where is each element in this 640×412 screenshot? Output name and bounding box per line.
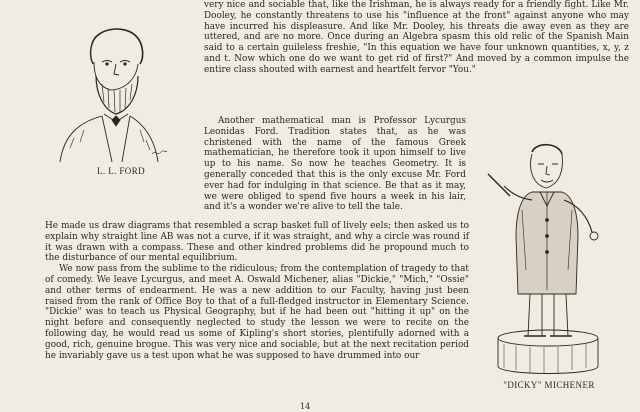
paragraph-sublime: We now pass from the sublime to the ridiculous; from the contemplation of tragedy to that of comedy. We leave Lycurgus, and meet A. Oswald Michener, alias "Dickie," "Mich," "Ossie" and other terms of endearment. He was a new addition to our Faculty, having just been raised from the rank of Office Boy to that of a full-fledged instructor in Elementary Science. "Dickie" was to teach us Physical Geography, but if he had been out "hitting it up" on the night before and consequently neglected to study the lesson we were to recite on the following day, he would read us some of Kipling's short stories, plentifully adorned with a good, rich, genuine brogue. This was very nice and sociable, but at the next recitation period he invariably gave us a test upon what he was supposed to have drummed into our [45, 264, 469, 361]
text-block-ford [204, 116, 466, 213]
ford-caption: L. L. FORD [97, 166, 146, 176]
dicky-michener-illustration [470, 140, 630, 378]
text-block-top [204, 0, 629, 76]
paragraph-top: very nice and sociable that, like the Irishman, he is always ready for a friendly fight. Like Mr. Dooley, he constantly threatens to use his "influence at the front" against anyone who may have incurred his displeasure. And like Mr. Dooley, his threats die away even as they are uttered, and are no more. Once during an Algebra spasm this old relic of the Spanish Main said to a certain guileless freshie, "In this equation we have four unknown quantities, x, y, z and t. Now which one do we want to get rid of first?" And moved by a common impulse the entire class shouted with earnest and heartfelt fervor "You." [204, 0, 629, 75]
paragraph-ford: Another mathematical man is Professor Lycurgus Leonidas Ford. Tradition states that, as he was christened with the name of the famous Greek mathematician, he therefore took it upon himself to live up to his name. So now he teaches Geometry. It is generally conceded that this is the only excuse Mr. Ford ever had for indulging in that science. Be that as it may, we were obliged to spend five hours a week in his lair, and it's a wonder we're alive to tell the tale. [204, 116, 466, 213]
dicky-caption: "DICKY" MICHENER [503, 380, 595, 390]
paragraph-ford-continued: He made us draw diagrams that resembled a scrap basket full of lively eels; then asked us to explain why straight line AB was not a curve, if it was straight, and why a circle was round if it was drawn with a compass. These and other kindred problems did he propound much to the disturbance of our mental equilibrium. [45, 221, 469, 264]
text-block-lower [45, 221, 469, 361]
page-number: 14 [300, 402, 311, 411]
ford-portrait-illustration [40, 18, 178, 162]
